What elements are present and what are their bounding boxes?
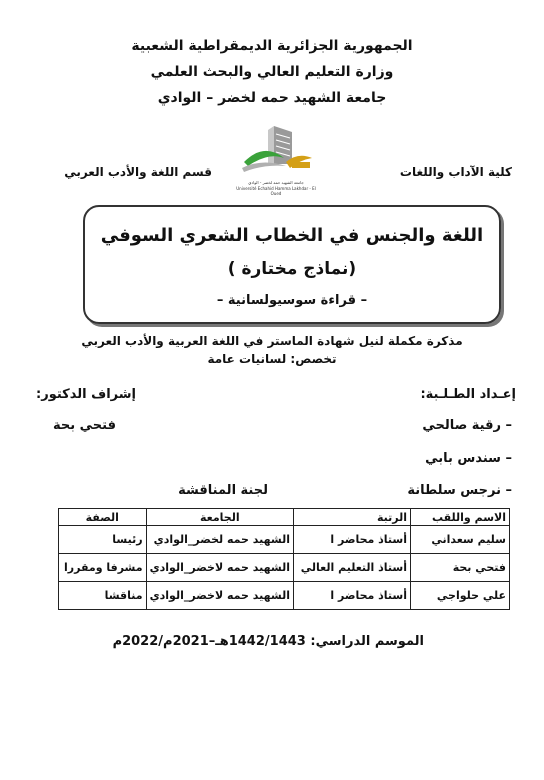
cell-name: علي حلواجي	[411, 582, 510, 610]
student-name-2: – سندس بابي	[425, 451, 512, 466]
student-name-1: – رقية صالحي	[422, 418, 512, 433]
title-box	[83, 205, 501, 324]
cell-rank: أستاذ التعليم العالي	[294, 554, 411, 582]
supervisor-name: فتحي بحة	[52, 418, 116, 433]
cell-name: سليم سعداني	[411, 526, 510, 554]
cell-name: فتحي بحة	[411, 554, 510, 582]
memo-line-1: مذكرة مكملة لنيل شهادة الماستر في اللغة العربية والأدب العربي	[81, 334, 463, 348]
thesis-subtitle: (نماذج مختارة )	[227, 259, 357, 279]
header-rank: الرتبة	[294, 509, 411, 526]
header-university: الجامعة	[146, 509, 293, 526]
cell-university: الشهيد حمه لاخضر_الوادي	[146, 554, 293, 582]
cell-university: الشهيد حمه لخضر_الوادي	[146, 526, 293, 554]
academic-season: الموسم الدراسي: 1442/1443هـ–2021م/2022م	[112, 634, 424, 649]
logo-caption-ar: جامعة الشهيد حمه لخضر - الوادي	[248, 180, 304, 185]
cell-role: رئيسا	[59, 526, 147, 554]
university-logo	[234, 122, 318, 184]
university-heading: جامعة الشهيد حمه لخضر – الوادي	[157, 90, 387, 106]
republic-heading: الجمهورية الجزائرية الديمقراطية الشعبية	[131, 38, 413, 54]
memo-line-2: تخصص: لسانيات عامة	[207, 352, 337, 366]
ministry-heading: وزارة التعليم العالي والبحث العلمي	[150, 64, 394, 80]
supervisor-label: إشراف الدكتور:	[36, 387, 136, 402]
cell-role: مناقشا	[59, 582, 147, 610]
students-label: إعـداد الطـلـبة:	[420, 387, 516, 402]
faculty-label: كلية الآداب واللغات	[399, 165, 512, 179]
thesis-title: اللغة والجنس في الخطاب الشعري السوفي	[100, 225, 484, 246]
header-name: الاسم واللقب	[411, 509, 510, 526]
committee-table	[58, 508, 510, 610]
cell-rank: أستاذ محاضر ا	[294, 582, 411, 610]
cell-rank: أستاذ محاضر ا	[294, 526, 411, 554]
thesis-approach: – قراءة سوسيولسانية –	[216, 293, 368, 308]
cell-role: مشرفا ومقررا	[59, 554, 147, 582]
table-row	[59, 582, 510, 610]
cell-university: الشهيد حمه لاخضر_الوادي	[146, 582, 293, 610]
department-label: قسم اللغة والأدب العربي	[64, 165, 212, 179]
table-row	[59, 526, 510, 554]
logo-caption-fr: Université Echahid Hamma Lakhdar - El Oued	[236, 186, 316, 196]
table-header-row	[59, 509, 510, 526]
student-name-3: – نرجس سلطانة	[407, 483, 512, 498]
table-row	[59, 554, 510, 582]
committee-label: لجنة المناقشة	[178, 483, 268, 498]
header-role: الصفة	[59, 509, 147, 526]
